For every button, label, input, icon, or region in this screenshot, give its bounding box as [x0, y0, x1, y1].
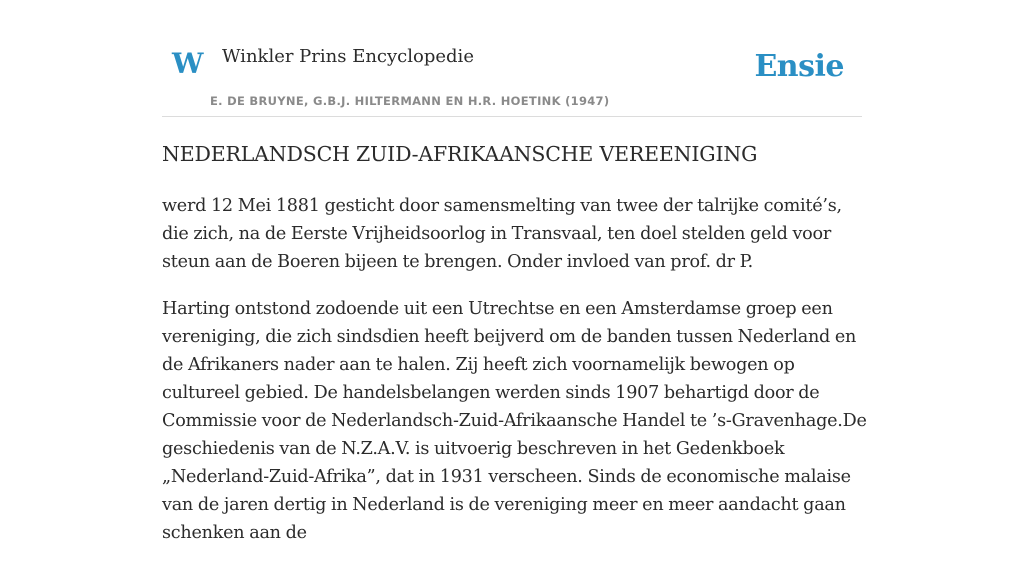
publication-authors: E. DE BRUYNE, G.B.J. HILTERMANN EN H.R. HOETINK (1947) — [210, 94, 610, 108]
page — [162, 0, 867, 543]
winkler-prins-logo-icon[interactable]: W — [172, 47, 204, 80]
article-body — [162, 192, 872, 566]
article-paragraph: Harting ontstond zodoende uit een Utrechtse en een Amsterdamse groep een vereniging, die zich sindsdien heeft beijverd om de banden tussen Nederland en de Afrikaners nader aan te halen. Zij heeft zich voornamelijk bewogen op cultureel gebied. De handelsbelangen werden sinds 1907 behartigd door de Commissie voor de Nederlandsch-Zuid-Afrikaansche Handel te ’s-Gravenhage.De geschiedenis van de N.Z.A.V. is uitvoerig beschreven in het Gedenkboek „Nederland-Zuid-Afrika”, dat in 1931 verscheen. Sinds de economische malaise van de jaren dertig in Nederland is de vereniging meer en meer aandacht gaan schenken aan de — [162, 299, 867, 543]
article-title: NEDERLANDSCH ZUID-AFRIKAANSCHE VEREENIGING — [162, 142, 758, 166]
ensie-logo[interactable]: Ensie — [754, 49, 844, 84]
article-paragraph: werd 12 Mei 1881 gesticht door samensmelting van twee der talrijke comité’s, die zich, na de Eerste Vrijheidsoorlog in Transvaal, ten doel stelden geld voor steun aan de Boeren bijeen te brengen. Onder invloed van prof. dr P. — [162, 196, 842, 272]
page-header — [162, 0, 862, 117]
publication-title[interactable]: Winkler Prins Encyclopedie — [222, 46, 474, 67]
